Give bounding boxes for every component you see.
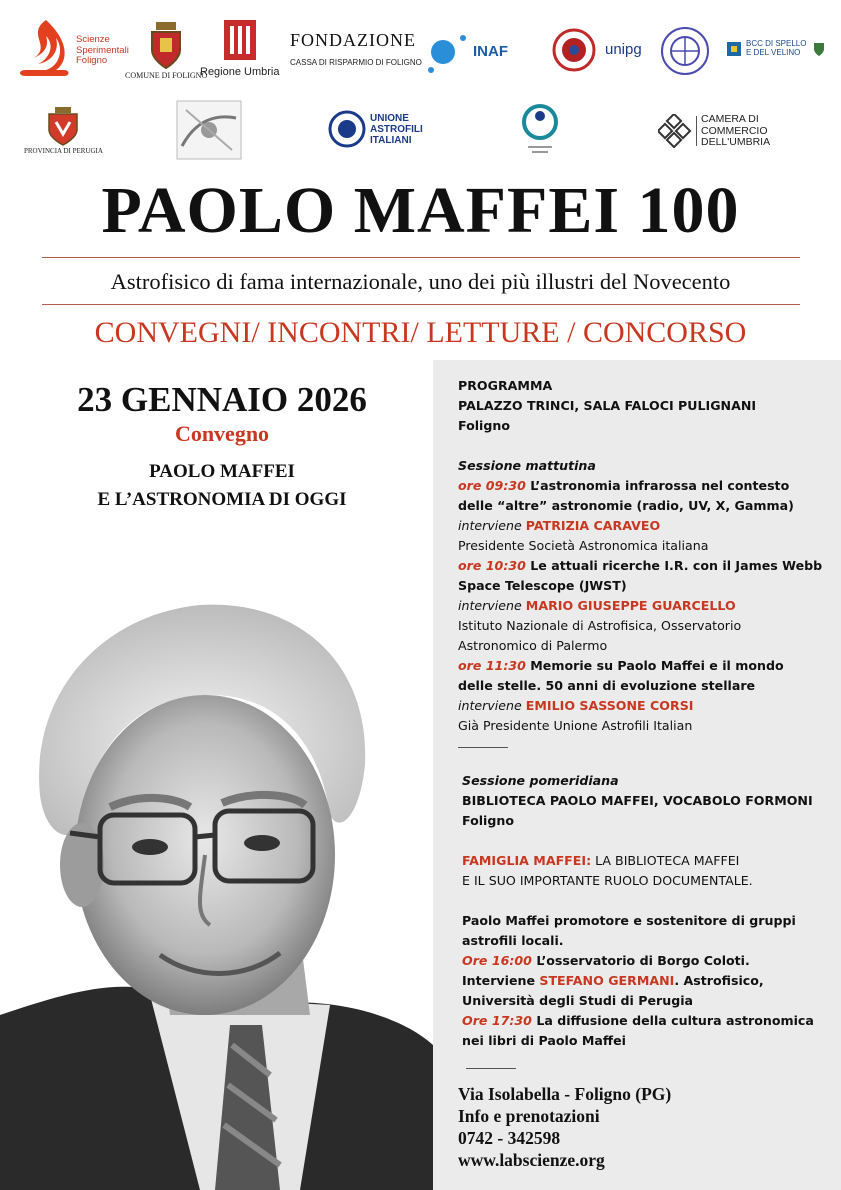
bcc-icon <box>726 41 742 57</box>
contact-website[interactable]: www.labscienze.org <box>458 1150 605 1170</box>
logo-camera-commercio <box>658 114 827 149</box>
talk3-title-a: Memorie su Paolo Maffei e il mondo <box>525 658 784 673</box>
talk1-time: ore 09:30 <box>458 478 526 493</box>
university-seal-icon <box>552 28 596 72</box>
talk2-affiliation-line1: Istituto Nazionale di Astrofisica, Osservatorio <box>458 618 742 633</box>
page-subtitle: Astrofisico di fama internazionale, uno dei più illustri del Novecento <box>110 269 731 294</box>
afternoon-city: Foligno <box>462 813 515 828</box>
family-line1 <box>462 851 739 871</box>
title-rule-bottom <box>42 304 800 305</box>
logo-ex-libris <box>176 100 242 160</box>
page-title: PAOLO MAFFEI 100 <box>101 174 740 247</box>
talk3-speaker: EMILIO SASSONE CORSI <box>525 698 694 713</box>
unipg-label: unipg <box>605 41 642 58</box>
talk1-title-line2: delle “altre” astronomie (radio, UV, X, Gamma) <box>458 498 794 513</box>
talk2-interviene: interviene <box>458 598 522 613</box>
family-text-a: LA BIBLIOTECA MAFFEI <box>591 853 740 868</box>
afternoon-venue: BIBLIOTECA PAOLO MAFFEI, VOCABOLO FORMONI <box>462 793 813 808</box>
family-line2: E IL SUO IMPORTANTE RUOLO DOCUMENTALE. <box>462 873 753 888</box>
scienze-label: Scienze Sperimentali Foligno <box>76 34 129 67</box>
coat-of-arms-icon <box>146 20 186 70</box>
contact-address: Via Isolabella - Foligno (PG) <box>458 1084 672 1104</box>
talk2-affiliation-line2: Astronomico di Palermo <box>458 638 608 653</box>
morning-session-label: Sessione mattutina <box>458 458 596 473</box>
talk5-time: Ore 17:30 <box>462 1013 532 1028</box>
program-city: Foligno <box>458 418 511 433</box>
afternoon-session-label: Sessione pomeridiana <box>462 773 619 788</box>
talk3-time: ore 11:30 <box>458 658 526 673</box>
contact-info: Info e prenotazioni <box>458 1106 600 1126</box>
ex-libris-emblem-icon <box>176 100 242 160</box>
event-type: Convegno <box>174 421 270 446</box>
talk2-speaker: MARIO GIUSEPPE GUARCELLO <box>525 598 736 613</box>
portrait-photo <box>0 575 433 1190</box>
logo-unipg <box>605 42 642 59</box>
family-label: FAMIGLIA MAFFEI: <box>462 853 592 868</box>
logo-regione-umbria <box>200 18 279 78</box>
logo-fondazione <box>290 30 422 68</box>
program-heading: PROGRAMMA <box>458 378 553 393</box>
provincia-crest-icon <box>46 106 80 146</box>
talk4-title-line <box>462 951 750 971</box>
logo-scienze-sperimentali <box>16 18 134 84</box>
talk3-speaker-line <box>458 696 693 716</box>
logo-astronomy-society <box>660 26 710 76</box>
contact-phone: 0742 - 342598 <box>458 1128 561 1148</box>
logo-bcc <box>726 40 826 58</box>
event-date: 23 GENNAIO 2026 <box>77 380 367 419</box>
camera-commercio-icon <box>658 114 692 148</box>
talk1-title-line1 <box>458 476 789 496</box>
tagline: CONVEGNI/ INCONTRI/ LETTURE / CONCORSO <box>94 316 747 349</box>
logo-uai <box>328 110 448 148</box>
fondazione-title: FONDAZIONE <box>290 30 416 50</box>
event-topic-line1: PAOLO MAFFEI <box>149 461 295 482</box>
uai-emblem-icon <box>328 110 366 148</box>
talk1-speaker: PATRIZIA CARAVEO <box>525 518 661 533</box>
astronomy-society-seal-icon <box>660 26 710 76</box>
talk3-interviene: interviene <box>458 698 522 713</box>
talk1-interviene: interviene <box>458 518 522 533</box>
regione-emblem-icon <box>220 18 260 62</box>
logo-university-seal <box>552 28 596 72</box>
talk5-title-line2: nei libri di Paolo Maffei <box>462 1033 626 1048</box>
inaf-label: INAF <box>473 42 508 60</box>
event-topic-line2: E L’ASTRONOMIA DI OGGI <box>97 489 347 510</box>
talk3-title-line1 <box>458 656 784 676</box>
promo-line2: astrofili locali. <box>462 933 564 948</box>
program-venue: PALAZZO TRINCI, SALA FALOCI PULIGNANI <box>458 398 757 413</box>
talk2-speaker-line <box>458 596 736 616</box>
talk4-title: L’osservatorio di Borgo Coloti. <box>531 953 750 968</box>
talk5-title-a: La diffusione della cultura astronomica <box>531 1013 814 1028</box>
afternoon-divider <box>466 1068 516 1069</box>
talk2-title-a: Le attuali ricerche I.R. con il James Webb <box>525 558 823 573</box>
bcc-label: BCC DI SPELLO E DEL VELINO <box>746 39 807 57</box>
talk4-interviene: Interviene <box>462 973 540 988</box>
regione-label: Regione Umbria <box>200 66 280 78</box>
talk3-title-line2: delle stelle. 50 anni di evoluzione stellare <box>458 678 756 693</box>
talk2-time: ore 10:30 <box>458 558 526 573</box>
portrait-image <box>0 575 433 1190</box>
talk4-speaker-line <box>462 971 764 991</box>
uai-label: UNIONE ASTROFILI ITALIANI <box>370 112 423 146</box>
talk4-speaker: STEFANO GERMANI <box>539 973 675 988</box>
camera-label: CAMERA DI COMMERCIO DELL'UMBRIA <box>701 113 771 149</box>
provincia-label: PROVINCIA DI PERUGIA <box>24 147 103 155</box>
talk1-affiliation: Presidente Società Astronomica italiana <box>458 538 709 553</box>
talk2-title-line1 <box>458 556 822 576</box>
inaf-emblem-icon <box>425 30 469 74</box>
logo-observatory <box>518 102 562 158</box>
bcc-crest-icon <box>812 41 826 57</box>
talk4-affil-a: . Astrofisico, <box>674 973 764 988</box>
talk1-title-a: L’astronomia infrarossa nel contesto <box>525 478 790 493</box>
morning-divider <box>458 747 508 748</box>
flame-icon <box>16 18 72 84</box>
logo-provincia-perugia <box>24 106 103 156</box>
talk2-title-line2: Space Telescope (JWST) <box>458 578 627 593</box>
logo-comune-foligno <box>125 20 207 81</box>
talk4-time: Ore 16:00 <box>462 953 532 968</box>
logo-inaf <box>425 30 563 74</box>
talk5-title-line1 <box>462 1011 814 1031</box>
fondazione-subtitle: CASSA DI RISPARMIO DI FOLIGNO <box>290 58 422 67</box>
title-rule-top <box>42 257 800 258</box>
observatory-emblem-icon <box>518 102 562 158</box>
talk4-affiliation: Università degli Studi di Perugia <box>462 993 694 1008</box>
camera-divider <box>696 116 697 146</box>
comune-label: COMUNE DI FOLIGNO <box>125 71 208 80</box>
talk3-affiliation: Già Presidente Unione Astrofili Italian <box>458 718 693 733</box>
promo-line1: Paolo Maffei promotore e sostenitore di gruppi <box>462 913 796 928</box>
talk1-speaker-line <box>458 516 660 536</box>
